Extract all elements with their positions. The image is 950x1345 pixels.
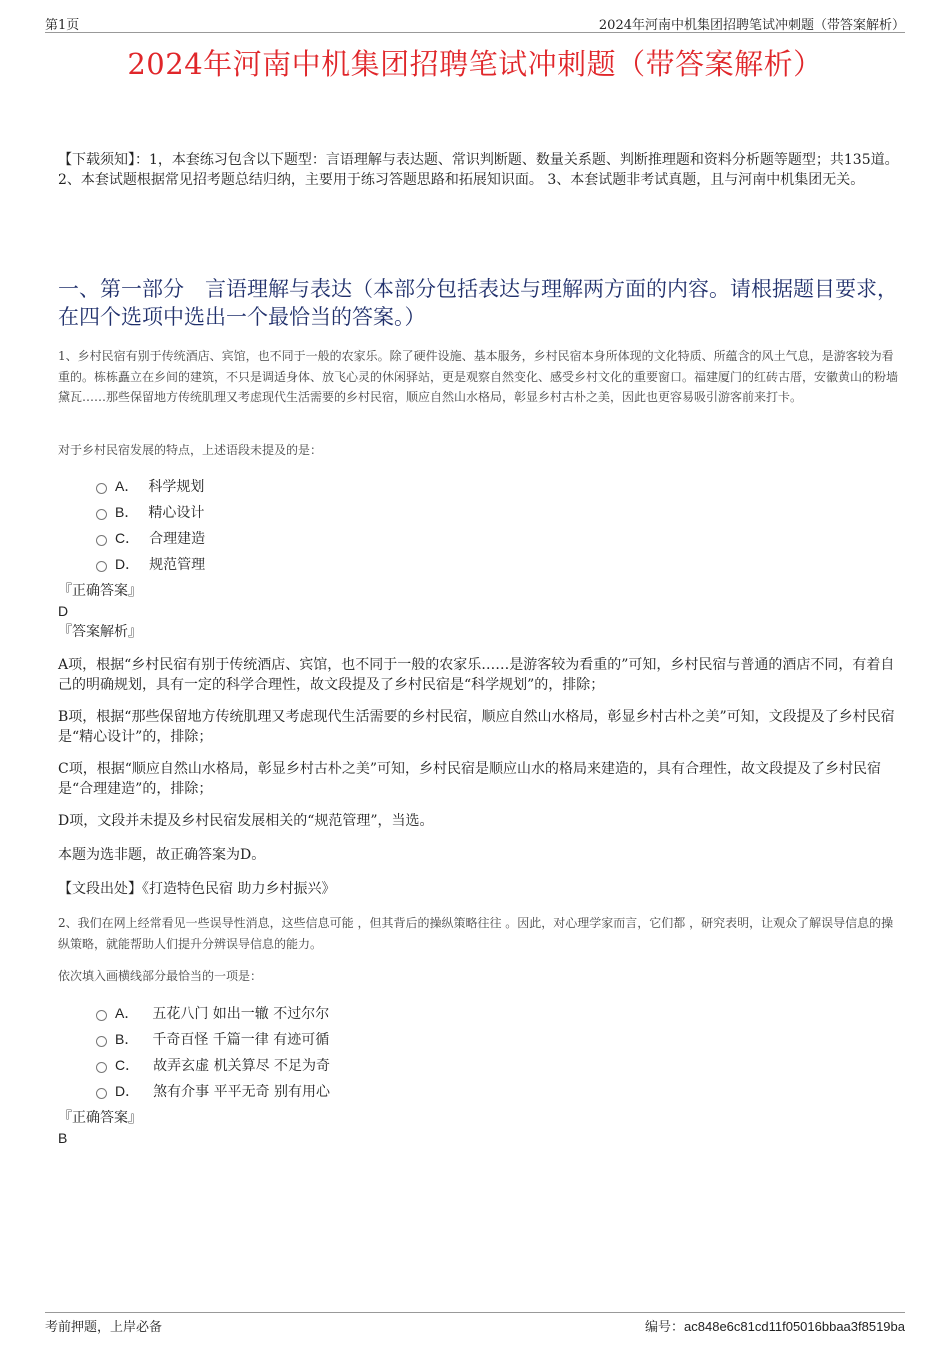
q1-conclusion: 本题为选非题，故正确答案为D。	[58, 847, 266, 863]
q2-option-b[interactable]: B． 千奇百怪 千篇一律 有迹可循	[96, 1029, 329, 1049]
q1-analysis-d: D项，文段并未提及乡村民宿发展相关的“规范管理”，当选。	[58, 813, 434, 829]
q1-analysis-b: B项，根据“那些保留地方传统肌理又考虑现代生活需要的乡村民宿，顺应自然山水格局，彰显乡村古朴之美”可知，文段提及了乡村民宿是“精心设计”的，排除；	[58, 709, 895, 745]
q1-analysis-heading: 『答案解析』	[58, 624, 142, 640]
page-footer	[45, 1312, 905, 1333]
section-heading: 一、第一部分 言语理解与表达（本部分包括表达与理解两方面的内容。请根据题目要求，在四个选项中选出一个最恰当的答案。）	[58, 277, 898, 329]
q2-option-c[interactable]: C． 故弄玄虚 机关算尽 不足为奇	[96, 1055, 330, 1075]
header-doc-title: 2024年河南中机集团招聘笔试冲刺题（带答案解析）	[598, 18, 905, 33]
radio-icon[interactable]	[96, 561, 107, 572]
q1-option-c[interactable]: C． 合理建造	[96, 528, 205, 548]
q1-option-a[interactable]: A． 科学规划	[96, 476, 204, 496]
q2-answer: B	[58, 1130, 68, 1146]
radio-icon[interactable]	[96, 1062, 107, 1073]
q1-option-b[interactable]: B． 精心设计	[96, 502, 204, 522]
footer-code: 编号：ac848e6c81cd11f05016bbaa3f8519ba	[645, 1319, 905, 1335]
radio-icon[interactable]	[96, 1036, 107, 1047]
q1-analysis-a: A项，根据“乡村民宿有别于传统酒店、宾馆，也不同于一般的农家乐……是游客较为看重的”可知，乡村民宿与普通的酒店不同，有着自己的明确规划，具有一定的科学合理性，故文段提及了乡村民宿是“科学规划”的，排除；	[58, 657, 895, 693]
radio-icon[interactable]	[96, 1010, 107, 1021]
q2-option-a[interactable]: A． 五花八门 如出一辙 不过尔尔	[96, 1003, 329, 1023]
q2-answer-heading: 『正确答案』	[58, 1110, 142, 1126]
radio-icon[interactable]	[96, 509, 107, 520]
q1-stem: 对于乡村民宿发展的特点，上述语段未提及的是：	[58, 443, 323, 457]
q2-option-d[interactable]: D． 煞有介事 平平无奇 别有用心	[96, 1081, 330, 1101]
q1-analysis-c: C项，根据“顺应自然山水格局，彰显乡村古朴之美”可知，乡村民宿是顺应山水的格局来建造的，具有合理性，故文段提及了乡村民宿是“合理建造”的，排除；	[58, 761, 882, 797]
document-title: 2024年河南中机集团招聘笔试冲刺题（带答案解析）	[127, 47, 823, 81]
q1-answer: D	[58, 603, 69, 619]
page-number: 第1页	[45, 18, 80, 33]
q1-passage: 1、乡村民宿有别于传统酒店、宾馆，也不同于一般的农家乐。除了硬件设施、基本服务，乡村民宿本身所体现的文化特质、所蕴含的风土气息，是游客较为看重的。栋栋矗立在乡间的建筑，不只是调适身体、放飞心灵的休闲驿站，更是观察自然变化、感受乡村文化的重要窗口。福建厦门的红砖古厝，安徽黄山的粉墙黛瓦……那些保留地方传统肌理又考虑现代生活需要的乡村民宿，顺应自然山水格局，彰显乡村古朴之美，因此也更容易吸引游客前来打卡。	[58, 349, 899, 404]
q1-answer-heading: 『正确答案』	[58, 583, 142, 599]
footer-slogan: 考前押题，上岸必备	[45, 1320, 163, 1335]
page-header	[45, 14, 905, 33]
q1-option-d[interactable]: D． 规范管理	[96, 554, 205, 574]
q2-stem: 依次填入画横线部分最恰当的一项是：	[58, 969, 263, 983]
radio-icon[interactable]	[96, 483, 107, 494]
q2-passage: 2、我们在网上经常看见一些误导性消息，这些信息可能 ，但其背后的操纵策略往往 。因此，对心理学家而言，它们都 ，研究表明，让观众了解误导信息的操纵策略，就能帮助人们提升分辨误导信息的能力。	[58, 916, 894, 951]
download-notice: 【下载须知】：1，本套练习包含以下题型：言语理解与表达题、常识判断题、数量关系题、判断推理题和资料分析题等题型；共135道。 2、本套试题根据常见招考题总结归纳，主要用于练习答题思路和拓展知识面。 3、本套试题非考试真题，且与河南中机集团无关。	[58, 152, 899, 188]
q1-source: 【文段出处】《打造特色民宿 助力乡村振兴》	[58, 881, 336, 897]
radio-icon[interactable]	[96, 1088, 107, 1099]
radio-icon[interactable]	[96, 535, 107, 546]
